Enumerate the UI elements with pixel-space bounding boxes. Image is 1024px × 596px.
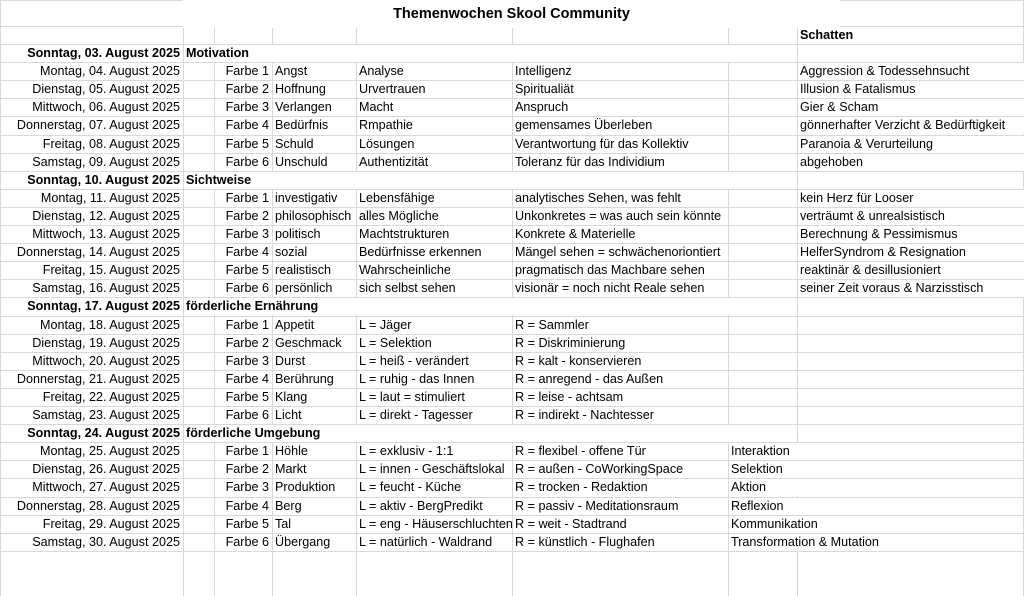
- table-row[interactable]: [0, 98, 1024, 116]
- topic-cell[interactable]: investigativ: [275, 191, 338, 205]
- farbe-cell[interactable]: Farbe 5: [225, 390, 269, 404]
- date-cell[interactable]: Montag, 25. August 2025: [39, 444, 180, 458]
- topic-cell[interactable]: philosophisch: [275, 209, 352, 223]
- extra-cell[interactable]: Kommunikation: [731, 517, 818, 531]
- aspect-cell[interactable]: L = direkt - Tagesser: [359, 408, 473, 422]
- aspect-cell[interactable]: L = feucht - Küche: [359, 480, 462, 494]
- date-cell[interactable]: Montag, 18. August 2025: [39, 318, 180, 332]
- detail-cell[interactable]: gemensames Überleben: [515, 118, 653, 132]
- detail-cell[interactable]: R = außen - CoWorkingSpace: [515, 462, 684, 476]
- farbe-cell[interactable]: Farbe 4: [225, 245, 269, 259]
- date-cell[interactable]: Freitag, 29. August 2025: [42, 517, 180, 531]
- date-cell[interactable]: Freitag, 15. August 2025: [42, 263, 180, 277]
- detail-cell[interactable]: Mängel sehen = schwächenoriontiert: [515, 245, 721, 259]
- detail-cell[interactable]: Anspruch: [515, 100, 569, 114]
- aspect-cell[interactable]: alles Mögliche: [359, 209, 439, 223]
- farbe-cell[interactable]: Farbe 4: [225, 372, 269, 386]
- date-cell[interactable]: Samstag, 30. August 2025: [32, 535, 180, 549]
- date-cell[interactable]: Donnerstag, 21. August 2025: [16, 372, 180, 386]
- date-cell[interactable]: Samstag, 23. August 2025: [32, 408, 180, 422]
- detail-cell[interactable]: R = indirekt - Nachtesser: [515, 408, 654, 422]
- table-row[interactable]: [0, 189, 1024, 207]
- week-date-cell[interactable]: Sonntag, 10. August 2025: [27, 173, 180, 187]
- aspect-cell[interactable]: L = heiß - verändert: [359, 354, 469, 368]
- aspect-cell[interactable]: L = Selektion: [359, 336, 432, 350]
- topic-cell[interactable]: Hoffnung: [275, 82, 326, 96]
- topic-cell[interactable]: Schuld: [275, 137, 314, 151]
- date-cell[interactable]: Freitag, 08. August 2025: [42, 137, 180, 151]
- farbe-cell[interactable]: Farbe 5: [225, 137, 269, 151]
- topic-cell[interactable]: Verlangen: [275, 100, 332, 114]
- topic-cell[interactable]: Licht: [275, 408, 302, 422]
- schatten-cell[interactable]: verträumt & unrealsistisch: [800, 209, 945, 223]
- table-row[interactable]: [0, 388, 1024, 406]
- topic-cell[interactable]: Berg: [275, 499, 302, 513]
- aspect-cell[interactable]: L = Jäger: [359, 318, 412, 332]
- farbe-cell[interactable]: Farbe 6: [225, 281, 269, 295]
- date-cell[interactable]: Dienstag, 12. August 2025: [32, 209, 180, 223]
- topic-cell[interactable]: Berührung: [275, 372, 334, 386]
- detail-cell[interactable]: Konkrete & Materielle: [515, 227, 636, 241]
- date-cell[interactable]: Samstag, 16. August 2025: [32, 281, 180, 295]
- date-cell[interactable]: Dienstag, 19. August 2025: [32, 336, 180, 350]
- extra-cell[interactable]: Selektion: [731, 462, 783, 476]
- extra-cell[interactable]: Interaktion: [731, 444, 790, 458]
- aspect-cell[interactable]: Lösungen: [359, 137, 415, 151]
- farbe-cell[interactable]: Farbe 4: [225, 118, 269, 132]
- table-row[interactable]: [0, 334, 1024, 352]
- table-row[interactable]: [0, 370, 1024, 388]
- topic-cell[interactable]: Unschuld: [275, 155, 328, 169]
- schatten-cell[interactable]: kein Herz für Looser: [800, 191, 914, 205]
- topic-cell[interactable]: Bedürfnis: [275, 118, 329, 132]
- topic-cell[interactable]: Klang: [275, 390, 308, 404]
- detail-cell[interactable]: Unkonkretes = was auch sein könnte: [515, 209, 722, 223]
- topic-cell[interactable]: Höhle: [275, 444, 308, 458]
- week-date-cell[interactable]: Sonntag, 17. August 2025: [27, 299, 180, 313]
- table-row[interactable]: [0, 225, 1024, 243]
- table-row[interactable]: [0, 135, 1024, 153]
- aspect-cell[interactable]: L = natürlich - Waldrand: [359, 535, 493, 549]
- farbe-cell[interactable]: Farbe 2: [225, 336, 269, 350]
- topic-cell[interactable]: Tal: [275, 517, 292, 531]
- aspect-cell[interactable]: L = innen - Geschäftslokal: [359, 462, 505, 476]
- aspect-cell[interactable]: sich selbst sehen: [359, 281, 456, 295]
- detail-cell[interactable]: R = flexibel - offene Tür: [515, 444, 646, 458]
- topic-cell[interactable]: realistisch: [275, 263, 331, 277]
- detail-cell[interactable]: R = anregend - das Außen: [515, 372, 664, 386]
- farbe-cell[interactable]: Farbe 5: [225, 517, 269, 531]
- table-row[interactable]: [0, 406, 1024, 424]
- aspect-cell[interactable]: Bedürfnisse erkennen: [359, 245, 482, 259]
- date-cell[interactable]: Donnerstag, 28. August 2025: [16, 499, 180, 513]
- date-cell[interactable]: Mittwoch, 27. August 2025: [32, 480, 180, 494]
- table-row[interactable]: [0, 116, 1024, 134]
- aspect-cell[interactable]: Analyse: [359, 64, 404, 78]
- aspect-cell[interactable]: Authentizität: [359, 155, 429, 169]
- date-cell[interactable]: Montag, 04. August 2025: [39, 64, 180, 78]
- detail-cell[interactable]: R = passiv - Meditationsraum: [515, 499, 679, 513]
- detail-cell[interactable]: analytisches Sehen, was fehlt: [515, 191, 681, 205]
- detail-cell[interactable]: R = künstlich - Flughafen: [515, 535, 655, 549]
- topic-cell[interactable]: Übergang: [275, 535, 331, 549]
- aspect-cell[interactable]: Wahrscheinliche: [359, 263, 451, 277]
- table-row[interactable]: [0, 243, 1024, 261]
- week-header-row[interactable]: [0, 171, 1024, 189]
- week-date-cell[interactable]: Sonntag, 24. August 2025: [27, 426, 180, 440]
- table-row[interactable]: [0, 352, 1024, 370]
- table-row[interactable]: [0, 316, 1024, 334]
- table-row[interactable]: [0, 279, 1024, 297]
- detail-cell[interactable]: pragmatisch das Machbare sehen: [515, 263, 705, 277]
- farbe-cell[interactable]: Farbe 2: [225, 209, 269, 223]
- table-row[interactable]: [0, 497, 1024, 515]
- date-cell[interactable]: Montag, 11. August 2025: [40, 191, 180, 205]
- date-cell[interactable]: Dienstag, 26. August 2025: [32, 462, 180, 476]
- detail-cell[interactable]: visionär = noch nicht Reale sehen: [515, 281, 705, 295]
- sheet-title: Themenwochen Skool Community: [183, 0, 840, 28]
- farbe-cell[interactable]: Farbe 2: [225, 462, 269, 476]
- table-row[interactable]: [0, 515, 1024, 533]
- detail-cell[interactable]: R = Diskriminierung: [515, 336, 626, 350]
- date-cell[interactable]: Donnerstag, 07. August 2025: [16, 118, 180, 132]
- farbe-cell[interactable]: Farbe 1: [225, 64, 269, 78]
- aspect-cell[interactable]: L = ruhig - das Innen: [359, 372, 475, 386]
- detail-cell[interactable]: R = weit - Stadtrand: [515, 517, 627, 531]
- topic-cell[interactable]: sozial: [275, 245, 308, 259]
- farbe-cell[interactable]: Farbe 6: [225, 155, 269, 169]
- farbe-cell[interactable]: Farbe 1: [225, 444, 269, 458]
- table-row[interactable]: [0, 460, 1024, 478]
- table-row[interactable]: [0, 478, 1024, 496]
- week-header-row[interactable]: [0, 44, 1024, 62]
- extra-cell[interactable]: Transformation & Mutation: [731, 535, 879, 549]
- aspect-cell[interactable]: L = exklusiv - 1:1: [359, 444, 454, 458]
- farbe-cell[interactable]: Farbe 6: [225, 408, 269, 422]
- farbe-cell[interactable]: Farbe 1: [225, 191, 269, 205]
- date-cell[interactable]: Samstag, 09. August 2025: [32, 155, 180, 169]
- topic-cell[interactable]: Geschmack: [275, 336, 342, 350]
- table-row[interactable]: [0, 62, 1024, 80]
- aspect-cell[interactable]: Macht: [359, 100, 394, 114]
- schatten-cell[interactable]: Aggression & Todessehnsucht: [800, 64, 970, 78]
- schatten-cell[interactable]: reaktinär & desillusioniert: [800, 263, 941, 277]
- week-theme-cell[interactable]: förderliche Ernährung: [186, 299, 319, 313]
- date-cell[interactable]: Mittwoch, 20. August 2025: [32, 354, 180, 368]
- farbe-cell[interactable]: Farbe 3: [225, 100, 269, 114]
- week-header-row[interactable]: [0, 424, 1024, 442]
- detail-cell[interactable]: R = kalt - konservieren: [515, 354, 642, 368]
- aspect-cell[interactable]: Urvertrauen: [359, 82, 426, 96]
- detail-cell[interactable]: Toleranz für das Individium: [515, 155, 665, 169]
- topic-cell[interactable]: Produktion: [275, 480, 336, 494]
- topic-cell[interactable]: Angst: [275, 64, 308, 78]
- detail-cell[interactable]: R = leise - achtsam: [515, 390, 624, 404]
- farbe-cell[interactable]: Farbe 3: [225, 227, 269, 241]
- table-row[interactable]: [0, 207, 1024, 225]
- farbe-cell[interactable]: Farbe 1: [225, 318, 269, 332]
- detail-cell[interactable]: Intelligenz: [515, 64, 572, 78]
- schatten-cell[interactable]: Gier & Scham: [800, 100, 879, 114]
- extra-cell[interactable]: Aktion: [731, 480, 767, 494]
- farbe-cell[interactable]: Farbe 6: [225, 535, 269, 549]
- detail-cell[interactable]: Verantwortung für das Kollektiv: [515, 137, 689, 151]
- extra-cell[interactable]: Reflexion: [731, 499, 784, 513]
- aspect-cell[interactable]: Lebensfähige: [359, 191, 435, 205]
- aspect-cell[interactable]: Rmpathie: [359, 118, 413, 132]
- aspect-cell[interactable]: Machtstrukturen: [359, 227, 450, 241]
- table-row[interactable]: [0, 442, 1024, 460]
- week-theme-cell[interactable]: Motivation: [186, 46, 249, 60]
- date-cell[interactable]: Dienstag, 05. August 2025: [32, 82, 180, 96]
- detail-cell[interactable]: R = Sammler: [515, 318, 589, 332]
- farbe-cell[interactable]: Farbe 2: [225, 82, 269, 96]
- date-cell[interactable]: Donnerstag, 14. August 2025: [16, 245, 180, 259]
- schatten-cell[interactable]: HelferSyndrom & Resignation: [800, 245, 966, 259]
- schatten-cell[interactable]: gönnerhafter Verzicht & Bedürftigkeit: [800, 118, 1006, 132]
- topic-cell[interactable]: Durst: [275, 354, 306, 368]
- date-cell[interactable]: Mittwoch, 13. August 2025: [32, 227, 180, 241]
- week-theme-cell[interactable]: Sichtweise: [186, 173, 252, 187]
- topic-cell[interactable]: Markt: [275, 462, 307, 476]
- week-header-row[interactable]: [0, 297, 1024, 315]
- aspect-cell[interactable]: L = laut = stimuliert: [359, 390, 465, 404]
- topic-cell[interactable]: persönlich: [275, 281, 333, 295]
- topic-cell[interactable]: Appetit: [275, 318, 315, 332]
- schatten-cell[interactable]: Illusion & Fatalismus: [800, 82, 916, 96]
- farbe-cell[interactable]: Farbe 3: [225, 480, 269, 494]
- week-date-cell[interactable]: Sonntag, 03. August 2025: [27, 46, 180, 60]
- farbe-cell[interactable]: Farbe 4: [225, 499, 269, 513]
- aspect-cell[interactable]: L = eng - Häuserschluchten: [359, 517, 513, 531]
- farbe-cell[interactable]: Farbe 3: [225, 354, 269, 368]
- schatten-header: Schatten: [800, 28, 854, 42]
- schatten-cell[interactable]: Berechnung & Pessimismus: [800, 227, 958, 241]
- table-row[interactable]: [0, 153, 1024, 171]
- topic-cell[interactable]: politisch: [275, 227, 321, 241]
- date-cell[interactable]: Freitag, 22. August 2025: [42, 390, 180, 404]
- schatten-cell[interactable]: abgehoben: [800, 155, 864, 169]
- aspect-cell[interactable]: L = aktiv - BergPredikt: [359, 499, 483, 513]
- header-row[interactable]: [0, 26, 1024, 44]
- schatten-cell[interactable]: Paranoia & Verurteilung: [800, 137, 934, 151]
- table-row[interactable]: [0, 533, 1024, 551]
- farbe-cell[interactable]: Farbe 5: [225, 263, 269, 277]
- table-row[interactable]: [0, 261, 1024, 279]
- detail-cell[interactable]: R = trocken - Redaktion: [515, 480, 648, 494]
- schatten-cell[interactable]: seiner Zeit voraus & Narzisstisch: [800, 281, 984, 295]
- detail-cell[interactable]: Spiritualiät: [515, 82, 574, 96]
- date-cell[interactable]: Mittwoch, 06. August 2025: [32, 100, 180, 114]
- week-theme-cell[interactable]: förderliche Umgebung: [186, 426, 321, 440]
- table-row[interactable]: [0, 80, 1024, 98]
